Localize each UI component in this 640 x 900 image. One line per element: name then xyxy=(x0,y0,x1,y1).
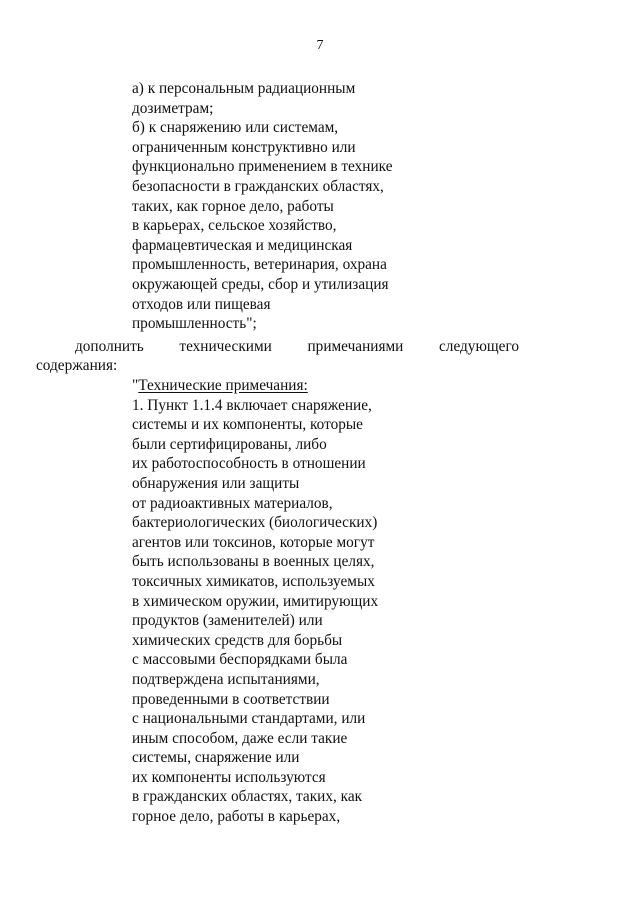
amendment-word: следующего xyxy=(439,338,519,355)
text-line: с массовыми беспорядками была xyxy=(132,651,348,669)
text-line: были сертифицированы, либо xyxy=(132,435,327,453)
amendment-word: техническими xyxy=(179,338,272,355)
text-line: 1. Пункт 1.1.4 включает снаряжение, xyxy=(132,396,372,414)
text-line: в химическом оружии, имитирующих xyxy=(132,592,379,610)
text-line: функционально применением в технике xyxy=(132,158,393,176)
technical-notes-block xyxy=(132,376,378,827)
text-line: их работоспособность в отношении xyxy=(132,455,366,473)
text-line: промышленность"; xyxy=(132,315,257,333)
text-line: продуктов (заменителей) или xyxy=(132,612,323,630)
text-line: их компоненты используются xyxy=(132,768,326,786)
text-line: химических средств для борьбы xyxy=(132,631,343,649)
text-line: горное дело, работы в карьерах, xyxy=(132,808,341,826)
text-line: бактериологических (биологических) xyxy=(132,514,378,532)
text-line: дозиметрам; xyxy=(132,99,214,117)
list-items-block xyxy=(132,79,393,334)
text-line: токсичных химикатов, используемых xyxy=(132,572,375,590)
opening-quote: " xyxy=(132,377,139,394)
text-line: быть использованы в военных целях, xyxy=(132,553,375,571)
text-line: ограниченным конструктивно или xyxy=(132,138,356,156)
text-line: подтверждена испытаниями, xyxy=(132,670,320,688)
text-line: промышленность, ветеринария, охрана xyxy=(132,256,387,274)
text-line: агентов или токсинов, которые могут xyxy=(132,533,375,551)
text-line: фармацевтическая и медицинская xyxy=(132,236,353,254)
text-line: с национальными стандартами, или xyxy=(132,710,366,728)
page-number: 7 xyxy=(316,38,324,53)
amendment-word: примечаниями xyxy=(307,338,404,355)
amendment-continuation: содержания: xyxy=(36,357,118,374)
text-line: окружающей среды, сбор и утилизация xyxy=(132,275,389,293)
text-line: б) к снаряжению или системам, xyxy=(132,119,339,137)
notes-heading-text: Технические примечания: xyxy=(138,377,308,394)
text-line: в гражданских областях, таких, как xyxy=(132,788,363,806)
text-line: отходов или пищевая xyxy=(132,295,271,313)
text-line: системы и их компоненты, которые xyxy=(132,416,363,434)
notes-heading xyxy=(132,376,378,396)
text-line: системы, снаряжение или xyxy=(132,749,300,767)
text-line: от радиоактивных материалов, xyxy=(132,494,333,512)
text-line: обнаружения или защиты xyxy=(132,474,300,492)
text-line: проведенными в соответствии xyxy=(132,690,330,708)
text-line: таких, как горное дело, работы xyxy=(132,197,334,215)
amendment-line xyxy=(75,337,519,357)
text-line: в карьерах, сельское хозяйство, xyxy=(132,217,337,235)
amendment-word: дополнить xyxy=(75,338,144,355)
text-line: иным способом, даже если такие xyxy=(132,729,348,747)
text-line: безопасности в гражданских областях, xyxy=(132,177,384,195)
text-line: а) к персональным радиационным xyxy=(132,80,356,97)
